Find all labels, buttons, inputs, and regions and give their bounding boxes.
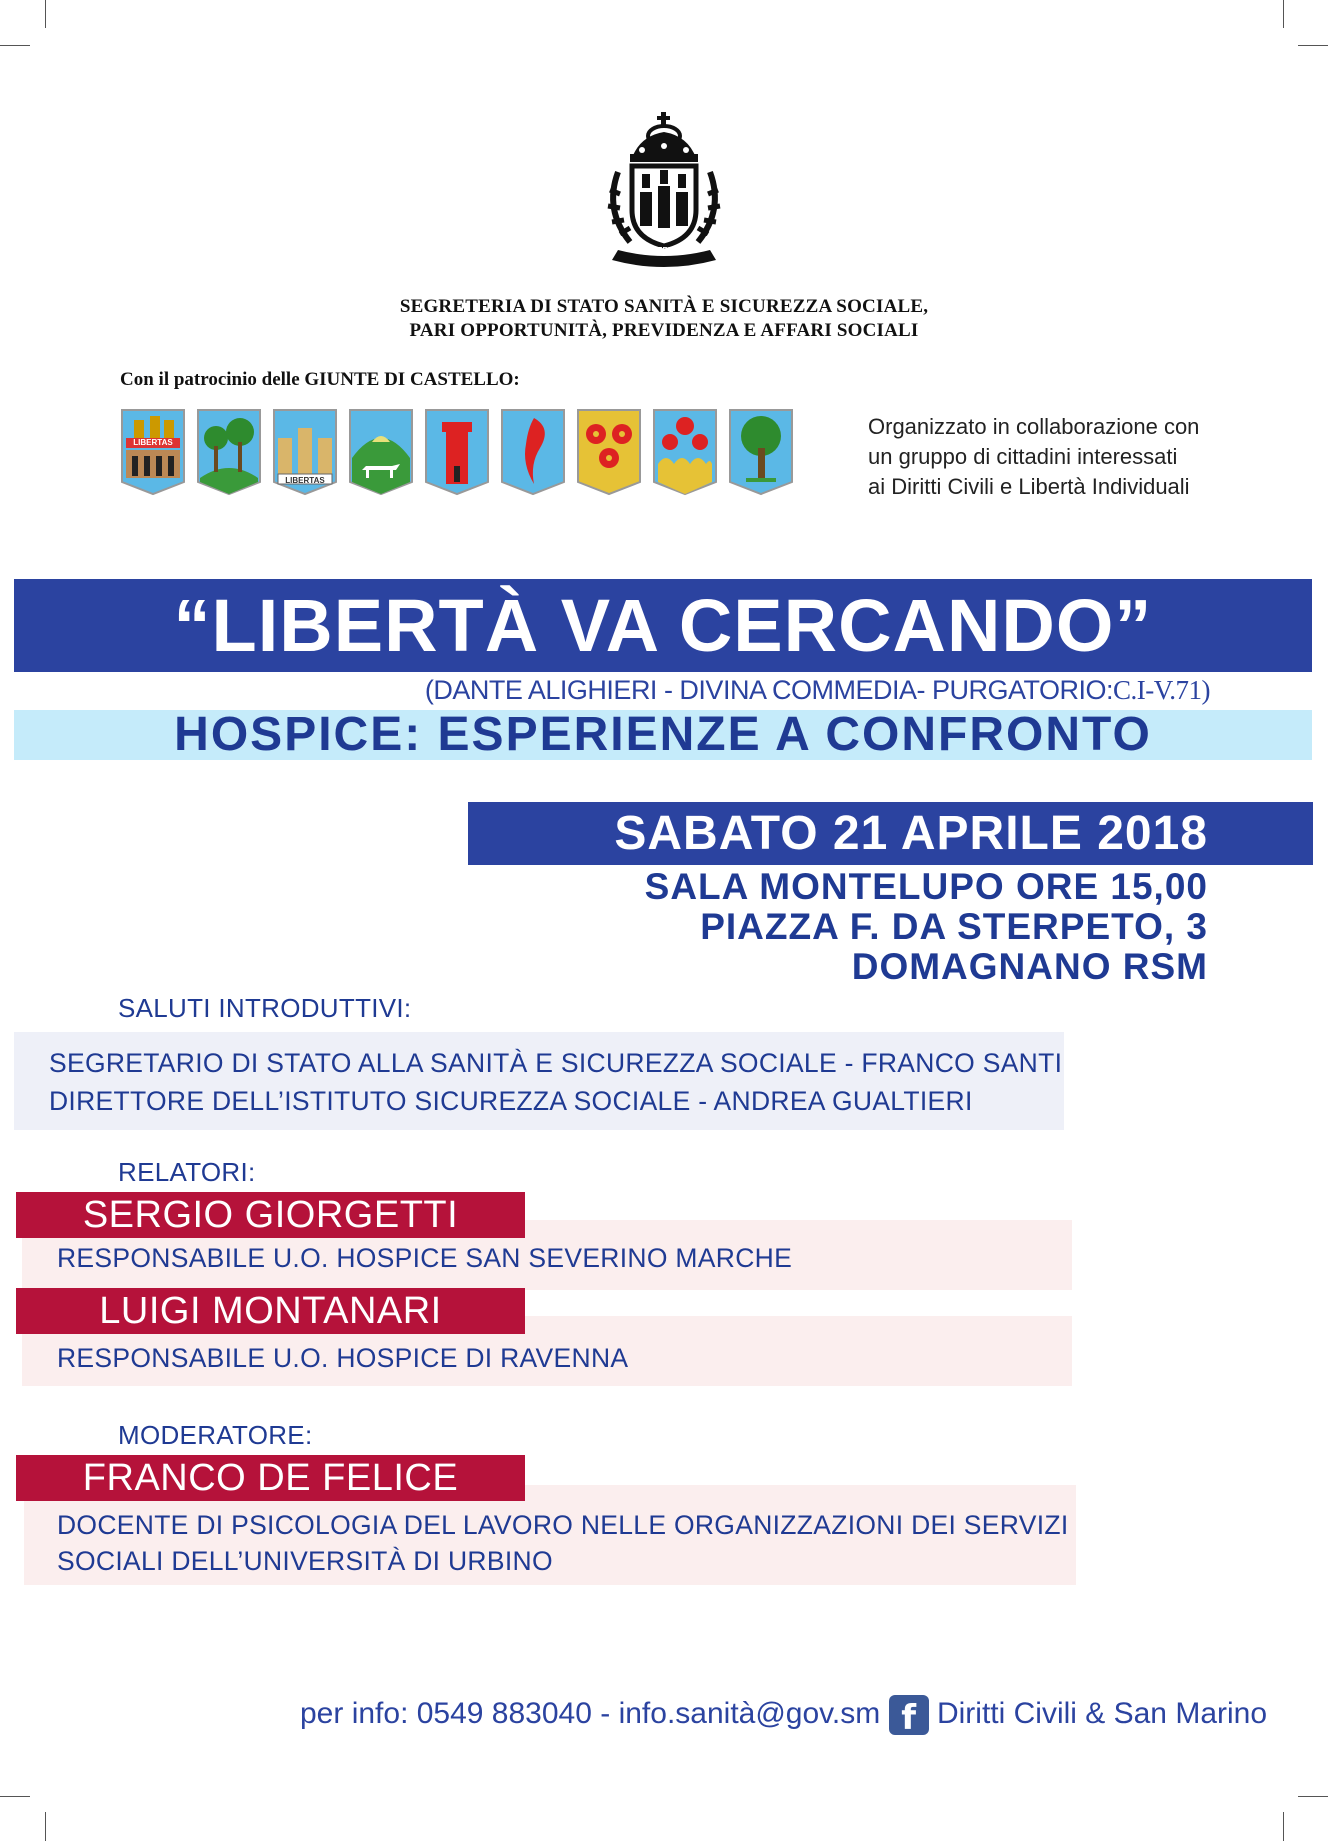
moderator-name: FRANCO DE FELICE [82,1457,459,1499]
san-marino-emblem [600,110,728,268]
greetings-label: SALUTI INTRODUTTIVI: [118,993,412,1023]
hill-dog-shield-icon [348,408,414,496]
three-roses-shield-icon [576,408,642,496]
speaker-name: SERGIO GIORGETTI [82,1194,459,1236]
department-line-2: PARI OPPORTUNITÀ, PREVIDENZA E AFFARI SOCIALI [409,320,919,341]
footer [300,1695,1268,1738]
flowers-hills-shield-icon [652,408,718,496]
facebook-page-link[interactable]: Diritti Civili & San Marino [936,1696,1268,1730]
shield-motto: LIBERTAS [133,438,173,447]
patronage-label: Con il patrocinio delle GIUNTE DI CASTELLO: [120,369,520,390]
red-feather-shield-icon [500,408,566,496]
crop-mark [1298,45,1328,46]
greeting-line-2: DIRETTORE DELL’ISTITUTO SICUREZZA SOCIALE - ANDREA GUALTIERI [49,1086,973,1116]
event-subtitle: HOSPICE: ESPERIENZE A CONFRONTO [174,708,1152,761]
organized-by-line-3: ai Diritti Civili e Libertà Individuali [868,474,1190,499]
crop-mark [45,0,46,28]
crop-mark [1283,0,1284,28]
venue-line-3: DOMAGNANO RSM [851,946,1208,987]
shield-motto: LIBERTAS [285,476,325,485]
contact-info: per info: 0549 883040 - info.sanità@gov.sm [300,1696,881,1730]
event-date: SABATO 21 APRILE 2018 [614,807,1208,860]
crop-mark [0,1796,30,1797]
organized-by-line-2: un gruppo di cittadini interessati [868,444,1178,469]
speaker-role: RESPONSABILE U.O. HOSPICE SAN SEVERINO MARCHE [57,1243,793,1273]
citation-text: (DANTE ALIGHIERI - DIVINA COMMEDIA- PURGATORIO: [424,675,1113,705]
department-line-1: SEGRETERIA DI STATO SANITÀ E SICUREZZA SOCIALE, [399,296,929,317]
organized-by-line-1: Organizzato in collaborazione con [868,414,1200,439]
speaker-name: LUIGI MONTANARI [99,1290,442,1332]
oak-tree-shield-icon [728,408,794,496]
facebook-icon[interactable]: f [889,1695,929,1735]
three-towers-shield-icon [272,408,338,496]
trees-shield-icon [196,408,262,496]
crop-mark [45,1812,46,1841]
moderator-role-line-1: DOCENTE DI PSICOLOGIA DEL LAVORO NELLE ORGANIZZAZIONI DEI SERVIZI [57,1510,1069,1540]
dante-citation [320,675,1210,706]
citation-verse: C.I-V.71) [1112,675,1210,705]
speaker-role: RESPONSABILE U.O. HOSPICE DI RAVENNA [57,1343,629,1373]
castle-shield-icon [120,408,186,496]
crop-mark [1283,1812,1284,1841]
event-title: “LIBERTÀ VA CERCANDO” [173,584,1153,667]
crop-mark [0,45,30,46]
crop-mark [1298,1796,1328,1797]
moderator-label: MODERATORE: [118,1420,313,1450]
red-tower-shield-icon [424,408,490,496]
moderator-role-line-2: SOCIALI DELL’UNIVERSITÀ DI URBINO [57,1546,553,1576]
venue-line-2: PIAZZA F. DA STERPETO, 3 [700,906,1208,947]
greeting-line-1: SEGRETARIO DI STATO ALLA SANITÀ E SICUREZZA SOCIALE - FRANCO SANTI [49,1048,1063,1078]
speakers-label: RELATORI: [118,1157,256,1187]
venue-line-1: SALA MONTELUPO ORE 15,00 [644,866,1208,907]
emblem-motto: LIBERTAS [644,246,684,255]
